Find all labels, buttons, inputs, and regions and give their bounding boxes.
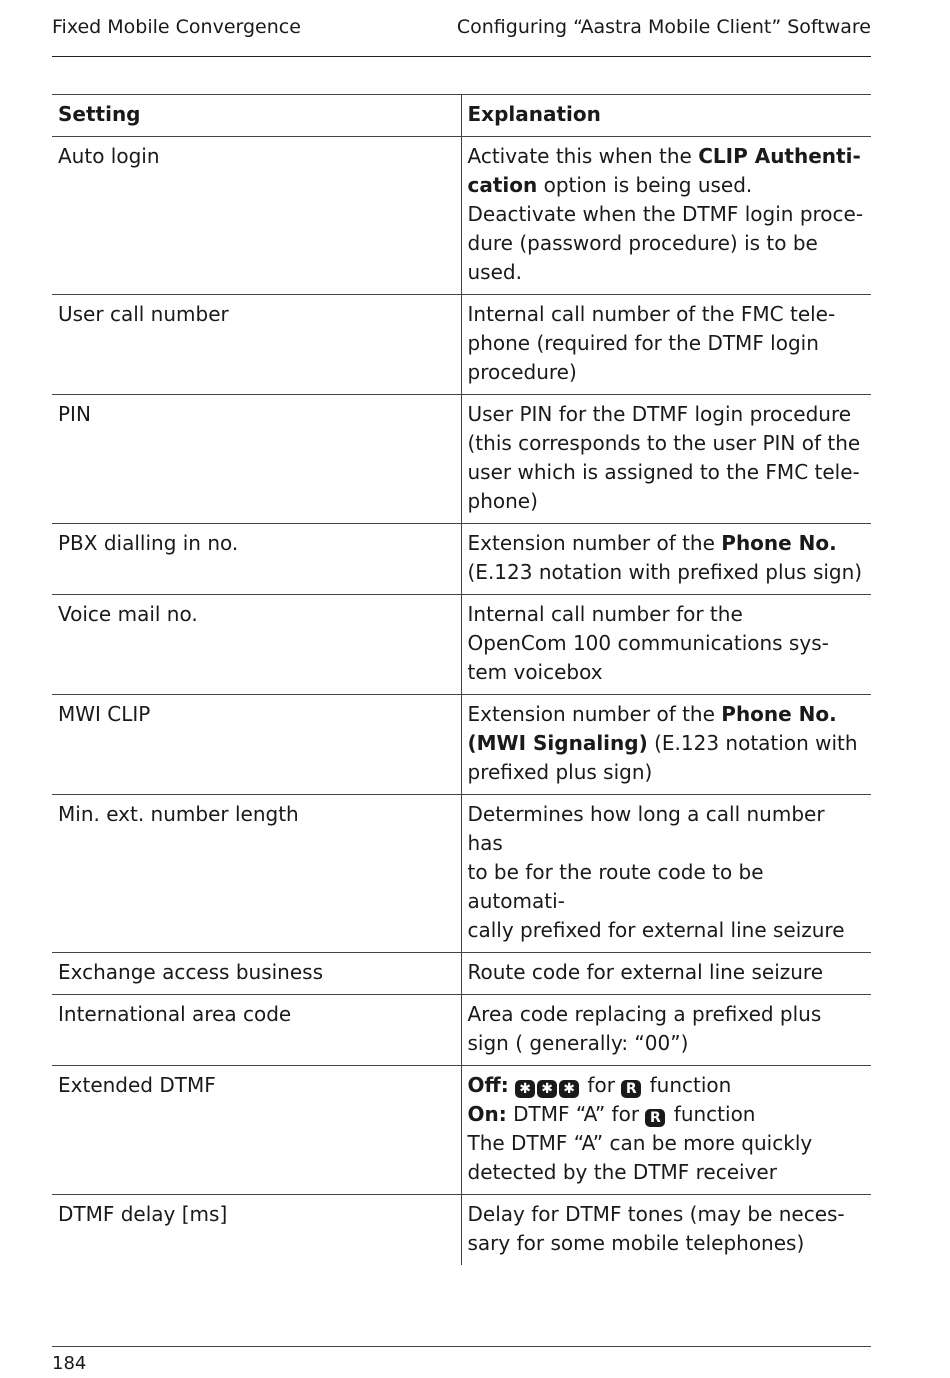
setting-explanation [461,595,871,695]
setting-name: Extended DTMF [52,1066,461,1195]
r-key-icon: R [621,1080,641,1098]
explanation-line: phone (required for the DTMF login [467,331,819,355]
setting-name: DTMF delay [ms] [52,1195,461,1266]
explanation-line: Delay for DTMF tones (may be neces- [467,1202,845,1226]
page-header [52,14,871,44]
explanation-line [468,171,866,200]
text-fragment: Extension number of the [467,702,722,726]
explanation-line: sign ( generally: “00”) [467,1031,689,1055]
on-label: On: [467,1102,507,1126]
column-header-explanation: Explanation [461,95,871,137]
explanation-line [468,700,866,729]
page-number: 184 [52,1353,87,1374]
explanation-line: Internal call number of the FMC tele- [467,302,836,326]
explanation-line: sary for some mobile telephones) [467,1231,805,1255]
text-fragment: function [667,1102,756,1126]
explanation-line: (this corresponds to the user PIN of the [467,431,861,455]
explanation-line: user which is assigned to the FMC tele- [467,460,860,484]
table-row [52,1195,871,1266]
section-title: Configuring “Aastra Mobile Client” Software [456,16,871,38]
settings-table [52,94,871,1265]
text-fragment: for [581,1073,622,1097]
star-key-icon: ✱ [537,1080,557,1098]
table-row [52,395,871,524]
text-fragment: DTMF “A” for [506,1102,646,1126]
explanation-line: (E.123 notation with prefixed plus sign) [467,560,863,584]
setting-explanation [461,137,871,295]
setting-explanation [461,953,871,995]
setting-explanation [461,524,871,595]
setting-name: User call number [52,295,461,395]
r-key-icon: R [645,1109,665,1127]
text-fragment: Extension number of the [467,531,722,555]
explanation-line: Internal call number for the [467,602,743,626]
setting-name: Voice mail no. [52,595,461,695]
bold-term: CLIP Authenti- [698,144,861,168]
setting-explanation [461,1195,871,1266]
explanation-line: tem voicebox [467,660,603,684]
footer-divider [52,1346,871,1347]
explanation-line: The DTMF “A” can be more quickly [467,1131,813,1155]
setting-explanation [461,395,871,524]
table-row [52,524,871,595]
table-row [52,995,871,1066]
setting-explanation [461,795,871,953]
table-row [52,1066,871,1195]
explanation-line [468,1100,866,1129]
star-key-icon: ✱ [559,1080,579,1098]
table-row [52,795,871,953]
explanation-line: phone) [467,489,538,513]
explanation-line: procedure) [467,360,577,384]
setting-explanation [461,295,871,395]
explanation-line: OpenCom 100 communications sys- [467,631,829,655]
header-divider [52,56,871,57]
explanation-line: Deactivate when the DTMF login proce- [467,202,864,226]
bold-term: Phone No. [721,531,837,555]
table-header-row [52,95,871,137]
text-fragment: function [643,1073,732,1097]
explanation-line: Route code for external line seizure [467,960,824,984]
explanation-line: dure (password procedure) is to be [467,231,818,255]
setting-explanation [461,1066,871,1195]
bold-term: Phone No. [721,702,837,726]
explanation-line: used. [467,260,522,284]
setting-name: MWI CLIP [52,695,461,795]
text-fragment: Activate this when the [467,144,699,168]
table-row [52,595,871,695]
text-fragment: option is being used. [537,173,753,197]
table-row [52,695,871,795]
explanation-line: User PIN for the DTMF login procedure [467,402,852,426]
explanation-line [468,1071,866,1100]
table-row [52,953,871,995]
text-fragment: (E.123 notation with [647,731,858,755]
explanation-line: Area code replacing a prefixed plus [467,1002,822,1026]
setting-explanation [461,695,871,795]
column-header-setting: Setting [52,95,461,137]
setting-name: Auto login [52,137,461,295]
explanation-line [468,142,866,171]
explanation-line: prefixed plus sign) [467,760,653,784]
explanation-line: Determines how long a call number has [467,802,825,855]
table-row [52,137,871,295]
explanation-line [468,529,866,558]
setting-name: International area code [52,995,461,1066]
bold-term: (MWI Signaling) [467,731,648,755]
table-row [52,295,871,395]
setting-name: Exchange access business [52,953,461,995]
bold-term: cation [467,173,538,197]
explanation-line [468,729,866,758]
setting-explanation [461,995,871,1066]
chapter-title: Fixed Mobile Convergence [52,16,301,38]
explanation-line: to be for the route code to be automati- [467,860,764,913]
explanation-line: detected by the DTMF receiver [467,1160,777,1184]
off-label: Off: [467,1073,509,1097]
setting-name: PIN [52,395,461,524]
explanation-line: cally prefixed for external line seizure [467,918,845,942]
star-key-icon: ✱ [515,1080,535,1098]
setting-name: PBX dialling in no. [52,524,461,595]
setting-name: Min. ext. number length [52,795,461,953]
